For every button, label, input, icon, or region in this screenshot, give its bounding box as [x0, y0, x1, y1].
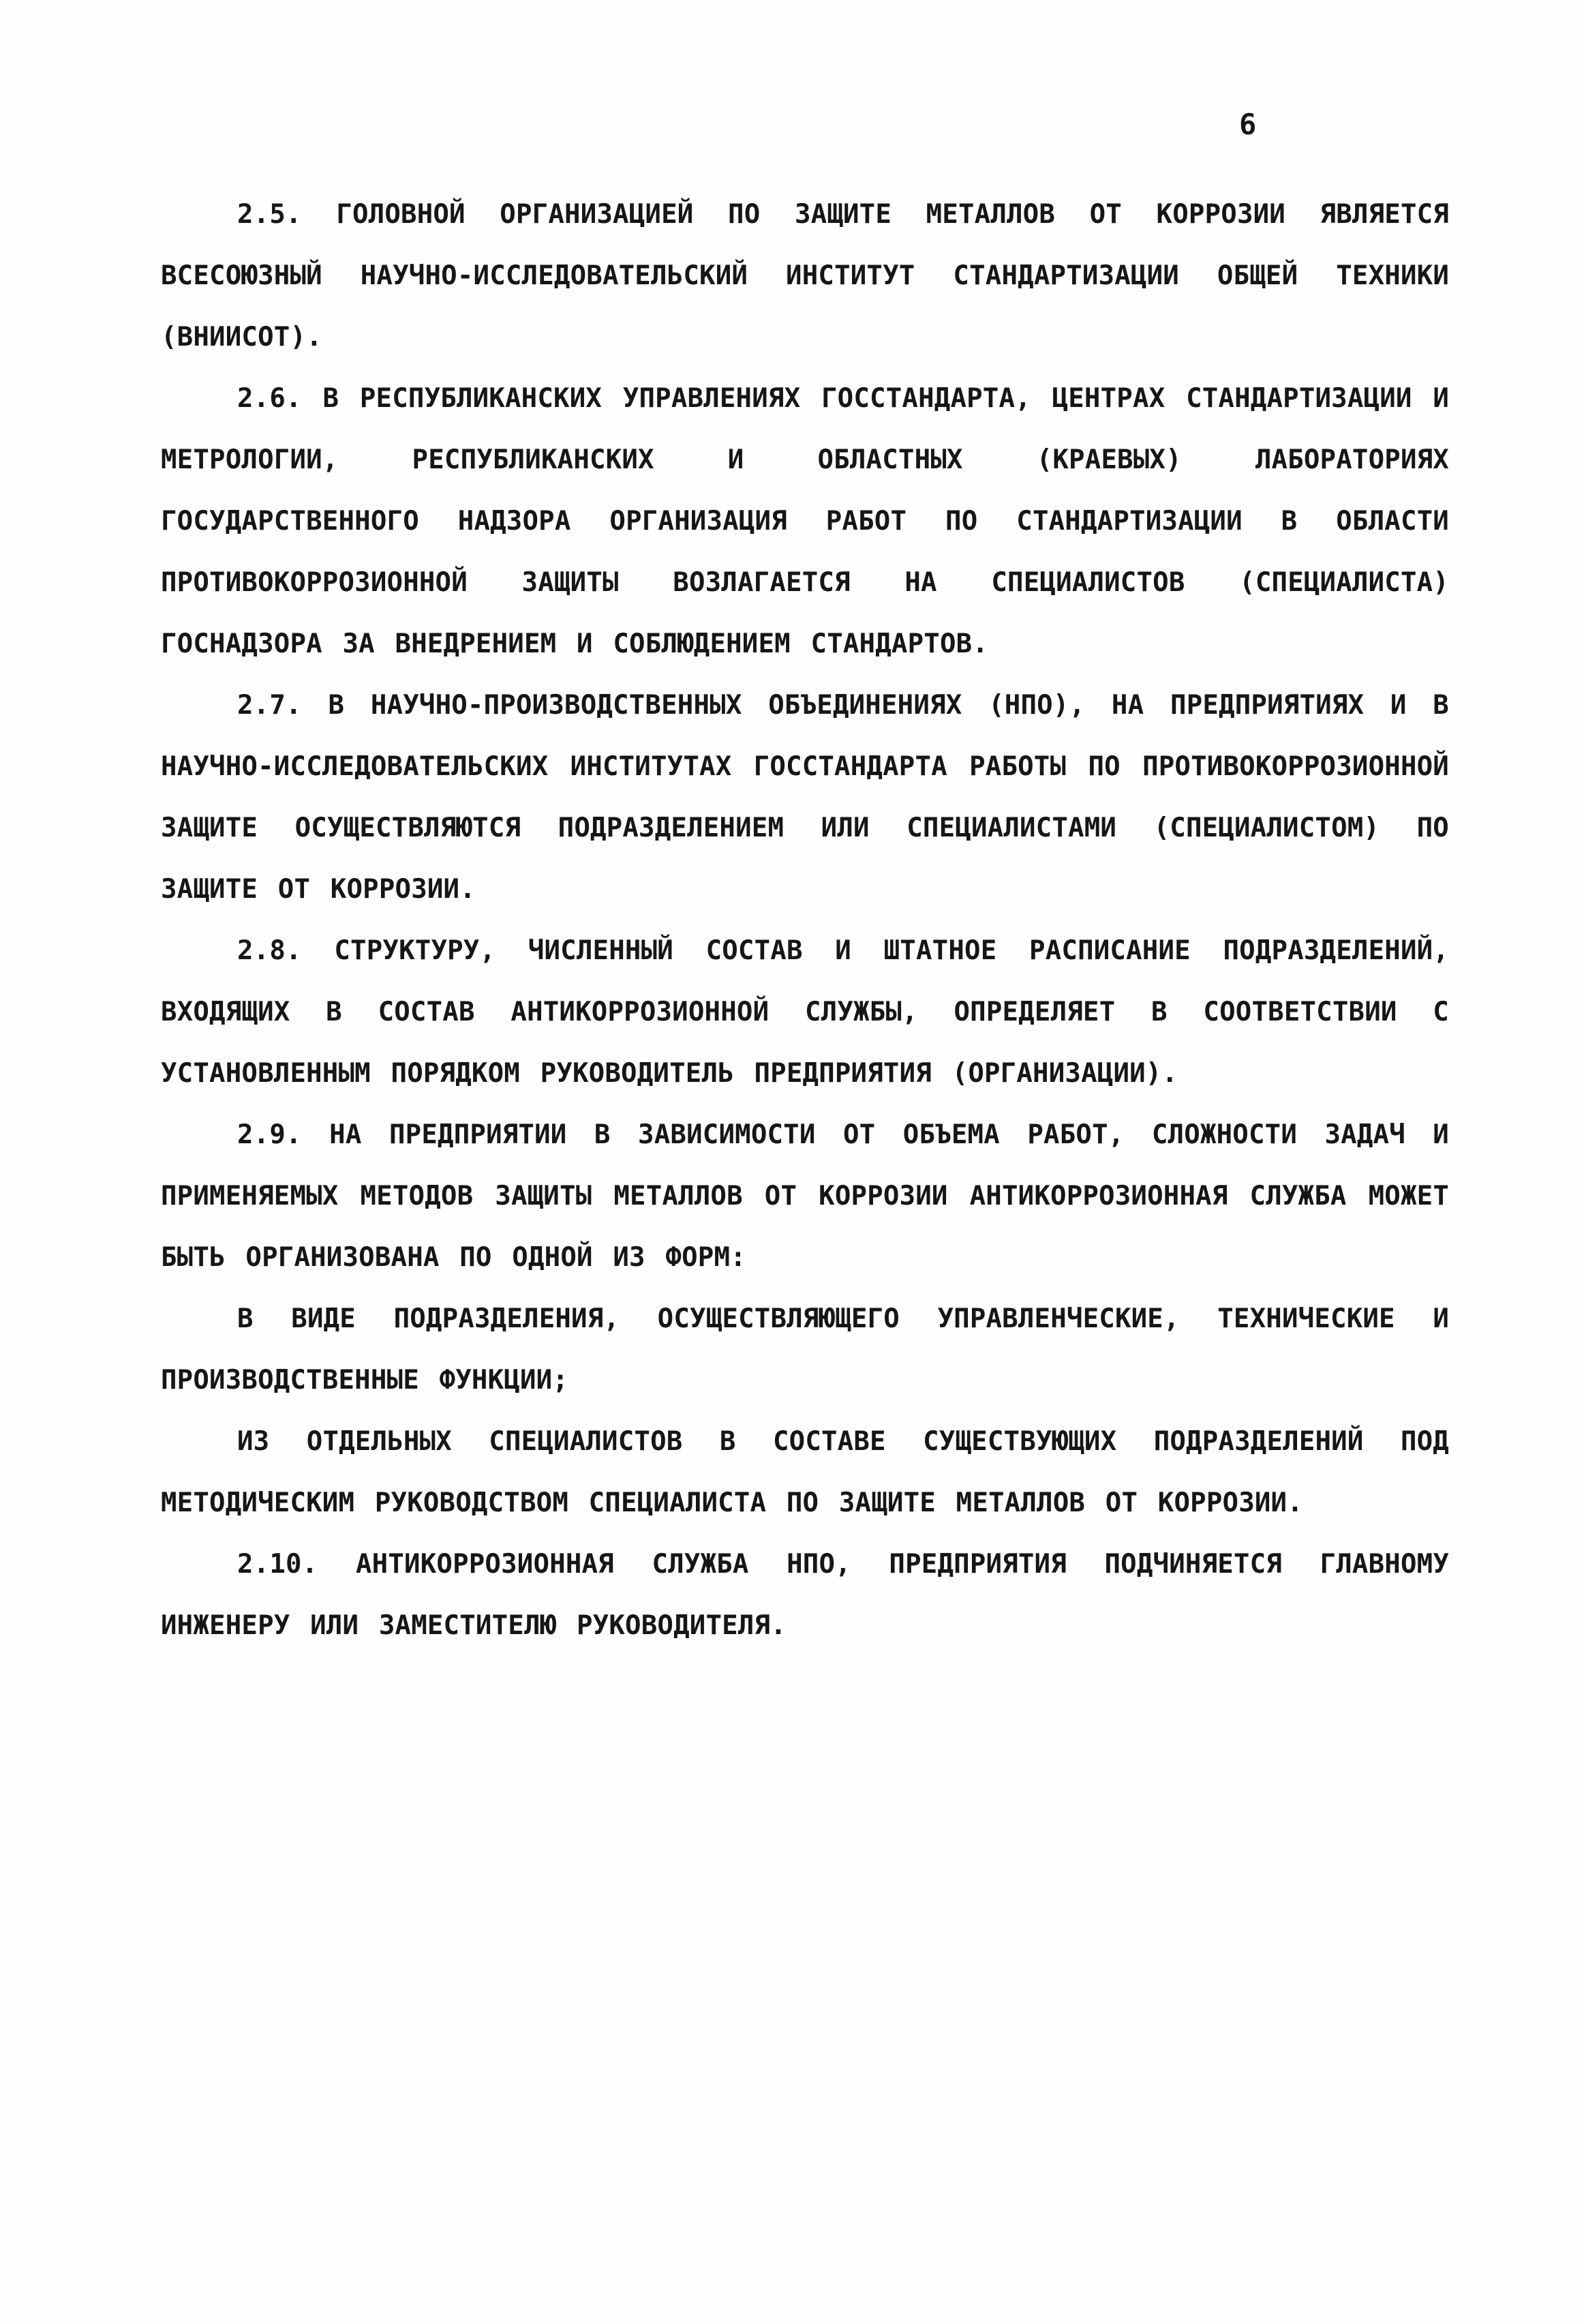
paragraph-2-8: 2.8. СТРУКТУРУ, ЧИСЛЕННЫЙ СОСТАВ И ШТАТНОЕ РАСПИСАНИЕ ПОДРАЗДЕЛЕНИЙ, ВХОДЯЩИХ В СОСТАВ АНТИКОРРОЗИОННОЙ СЛУЖБЫ, ОПРЕДЕЛЯЕТ В СООТВЕТСТВИИ С УСТАНОВЛЕННЫМ ПОРЯДКОМ РУКОВОДИТЕЛЬ ПРЕДПРИЯТИЯ (ОРГАНИЗАЦИИ).	[161, 935, 1449, 1089]
page-number: 6	[1239, 108, 1257, 141]
document-body	[161, 184, 1449, 1657]
paragraph-2-5: 2.5. ГОЛОВНОЙ ОРГАНИЗАЦИЕЙ ПО ЗАЩИТЕ МЕТАЛЛОВ ОТ КОРРОЗИИ ЯВЛЯЕТСЯ ВСЕСОЮЗНЫЙ НАУЧНО-ИССЛЕДОВАТЕЛЬСКИЙ ИНСТИТУТ СТАНДАРТИЗАЦИИ ОБЩЕЙ ТЕХНИКИ (ВНИИСОТ).	[161, 199, 1449, 352]
paragraph-2-10: 2.10. АНТИКОРРОЗИОННАЯ СЛУЖБА НПО, ПРЕДПРИЯТИЯ ПОДЧИНЯЕТСЯ ГЛАВНОМУ ИНЖЕНЕРУ ИЛИ ЗАМЕСТИТЕЛЮ РУКОВОДИТЕЛЯ.	[161, 1549, 1449, 1641]
paragraph-2-9: 2.9. НА ПРЕДПРИЯТИИ В ЗАВИСИМОСТИ ОТ ОБЪЕМА РАБОТ, СЛОЖНОСТИ ЗАДАЧ И ПРИМЕНЯЕМЫХ МЕТОДОВ ЗАЩИТЫ МЕТАЛЛОВ ОТ КОРРОЗИИ АНТИКОРРОЗИОННАЯ СЛУЖБА МОЖЕТ БЫТЬ ОРГАНИЗОВАНА ПО ОДНОЙ ИЗ ФОРМ:	[161, 1119, 1449, 1273]
paragraph-2-6: 2.6. В РЕСПУБЛИКАНСКИХ УПРАВЛЕНИЯХ ГОССТАНДАРТА, ЦЕНТРАХ СТАНДАРТИЗАЦИИ И МЕТРОЛОГИИ, РЕСПУБЛИКАНСКИХ И ОБЛАСТНЫХ (КРАЕВЫХ) ЛАБОРАТОРИЯХ ГОСУДАРСТВЕННОГО НАДЗОРА ОРГАНИЗАЦИЯ РАБОТ ПО СТАНДАРТИЗАЦИИ В ОБЛАСТИ ПРОТИВОКОРРОЗИОННОЙ ЗАЩИТЫ ВОЗЛАГАЕТСЯ НА СПЕЦИАЛИСТОВ (СПЕЦИАЛИСТА) ГОСНАДЗОРА ЗА ВНЕДРЕНИЕМ И СОБЛЮДЕНИЕМ СТАНДАРТОВ.	[161, 383, 1449, 659]
paragraph-2-7: 2.7. В НАУЧНО-ПРОИЗВОДСТВЕННЫХ ОБЪЕДИНЕНИЯХ (НПО), НА ПРЕДПРИЯТИЯХ И В НАУЧНО-ИССЛЕДОВАТЕЛЬСКИХ ИНСТИТУТАХ ГОССТАНДАРТА РАБОТЫ ПО ПРОТИВОКОРРОЗИОННОЙ ЗАЩИТЕ ОСУЩЕСТВЛЯЮТСЯ ПОДРАЗДЕЛЕНИЕМ ИЛИ СПЕЦИАЛИСТАМИ (СПЕЦИАЛИСТОМ) ПО ЗАЩИТЕ ОТ КОРРОЗИИ.	[161, 690, 1449, 905]
list-item-form-2: ИЗ ОТДЕЛЬНЫХ СПЕЦИАЛИСТОВ В СОСТАВЕ СУЩЕСТВУЮЩИХ ПОДРАЗДЕЛЕНИЙ ПОД МЕТОДИЧЕСКИМ РУКОВОДСТВОМ СПЕЦИАЛИСТА ПО ЗАЩИТЕ МЕТАЛЛОВ ОТ КОРРОЗИИ.	[161, 1426, 1449, 1518]
list-item-form-1: В ВИДЕ ПОДРАЗДЕЛЕНИЯ, ОСУЩЕСТВЛЯЮЩЕГО УПРАВЛЕНЧЕСКИЕ, ТЕХНИЧЕСКИЕ И ПРОИЗВОДСТВЕННЫЕ ФУНКЦИИ;	[161, 1303, 1449, 1395]
